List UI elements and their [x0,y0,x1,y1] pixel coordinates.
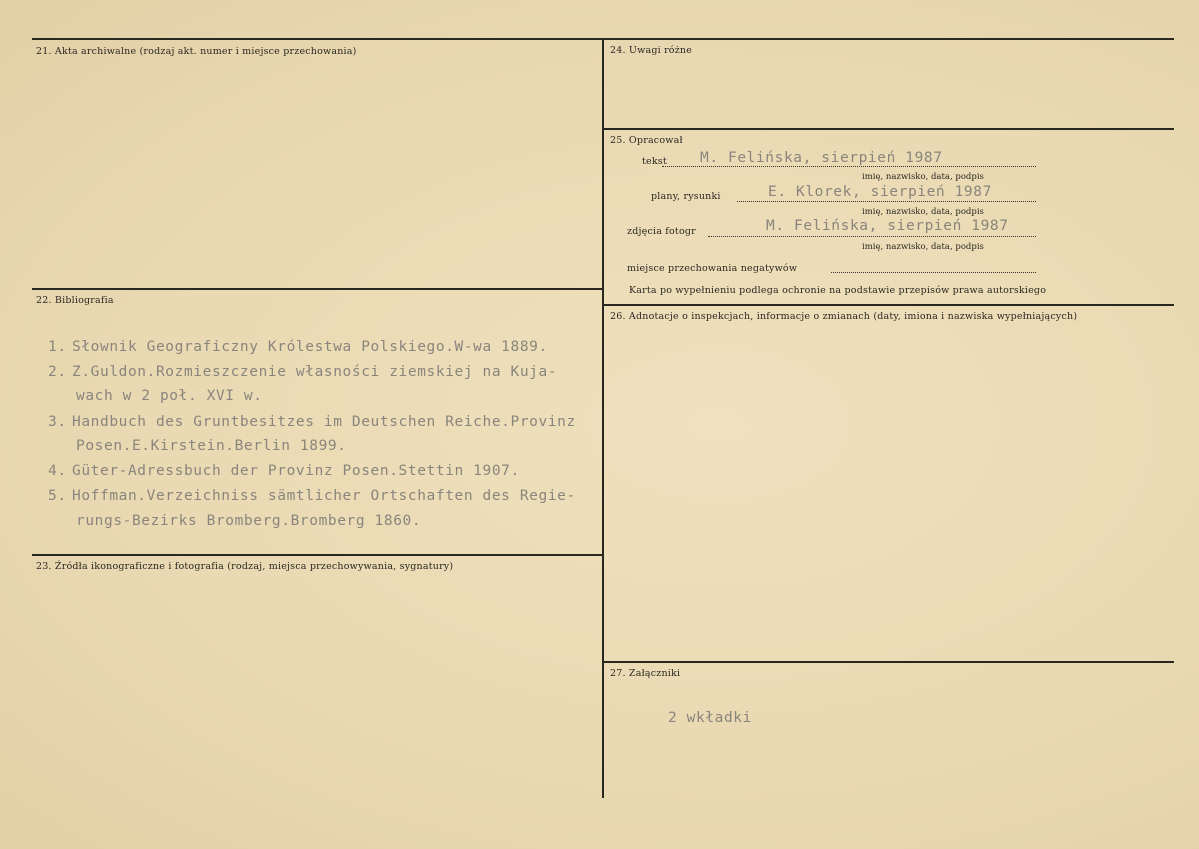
bib-item-3-cont: Posen.E.Kirstein.Berlin 1899. [76,438,347,454]
section-26-label: 26. Adnotacje o inspekcjach, informacje o zmianach (daty, imiona i nazwiska wypełniających) [610,311,1078,322]
zdjecia-line [708,236,1036,237]
bib-item-5-cont: rungs-Bezirks Bromberg.Bromberg 1860. [76,513,422,529]
section-22-label: 22. Bibliografia [36,295,114,306]
negatywy-line [831,272,1036,273]
bib-item-5 [48,488,576,504]
divider-25-26 [603,304,1174,306]
zdjecia-label: zdjęcia fotogr [627,226,696,237]
zdjecia-value: M. Felińska, sierpień 1987 [766,218,1009,234]
plany-label: plany, rysunki [651,191,721,202]
zdjecia-caption: imię, nazwisko, data, podpis [862,242,984,252]
plany-value: E. Klorek, sierpień 1987 [768,184,992,200]
tekst-value: M. Felińska, sierpień 1987 [700,150,943,166]
bib-text: Słownik Geograficzny Królestwa Polskiego.W-wa 1889. [72,339,548,355]
divider-24-25 [603,128,1174,130]
bib-item-2-cont: wach w 2 poł. XVI w. [76,388,263,404]
bib-number: 4. [48,463,67,479]
plany-line [737,201,1036,202]
section-24-label: 24. Uwagi różne [610,45,693,56]
bib-number: 2. [48,364,67,380]
divider-21-22 [32,288,603,290]
bib-number: 5. [48,488,67,504]
tekst-line [662,166,1036,167]
bib-item-1 [48,339,548,355]
bib-item-4 [48,463,520,479]
tekst-caption: imię, nazwisko, data, podpis [862,172,984,182]
divider-22-23 [32,554,603,556]
plany-caption: imię, nazwisko, data, podpis [862,207,984,217]
bib-item-2 [48,364,557,380]
bib-number: 1. [48,339,67,355]
section-21-label: 21. Akta archiwalne (rodzaj akt. numer i miejsce przechowania) [36,46,357,57]
bib-text: Handbuch des Gruntbesitzes im Deutschen Reiche.Provinz [72,414,576,430]
tekst-label: tekst [642,156,667,167]
center-divider [602,38,604,798]
bib-text: Güter-Adressbuch der Provinz Posen.Stettin 1907. [72,463,520,479]
bib-item-3 [48,414,576,430]
bib-text: Hoffman.Verzeichniss sämtlicher Ortschaften des Regie- [72,488,576,504]
copyright-note: Karta po wypełnieniu podlega ochronie na podstawie przepisów prawa autorskiego [629,285,1047,296]
divider-26-27 [603,661,1174,663]
bib-text: Z.Guldon.Rozmieszczenie własności ziemskiej na Kuja- [72,364,558,380]
section-23-label: 23. Źródła ikonograficzne i fotografia (rodzaj, miejsca przechowywania, sygnatury) [36,561,454,572]
section-25-label: 25. Opracował [610,135,683,146]
negatywy-label: miejsce przechowania negatywów [627,263,798,274]
bib-number: 3. [48,414,67,430]
attachments-value: 2 wkładki [668,710,752,726]
section-27-label: 27. Załączniki [610,668,681,679]
